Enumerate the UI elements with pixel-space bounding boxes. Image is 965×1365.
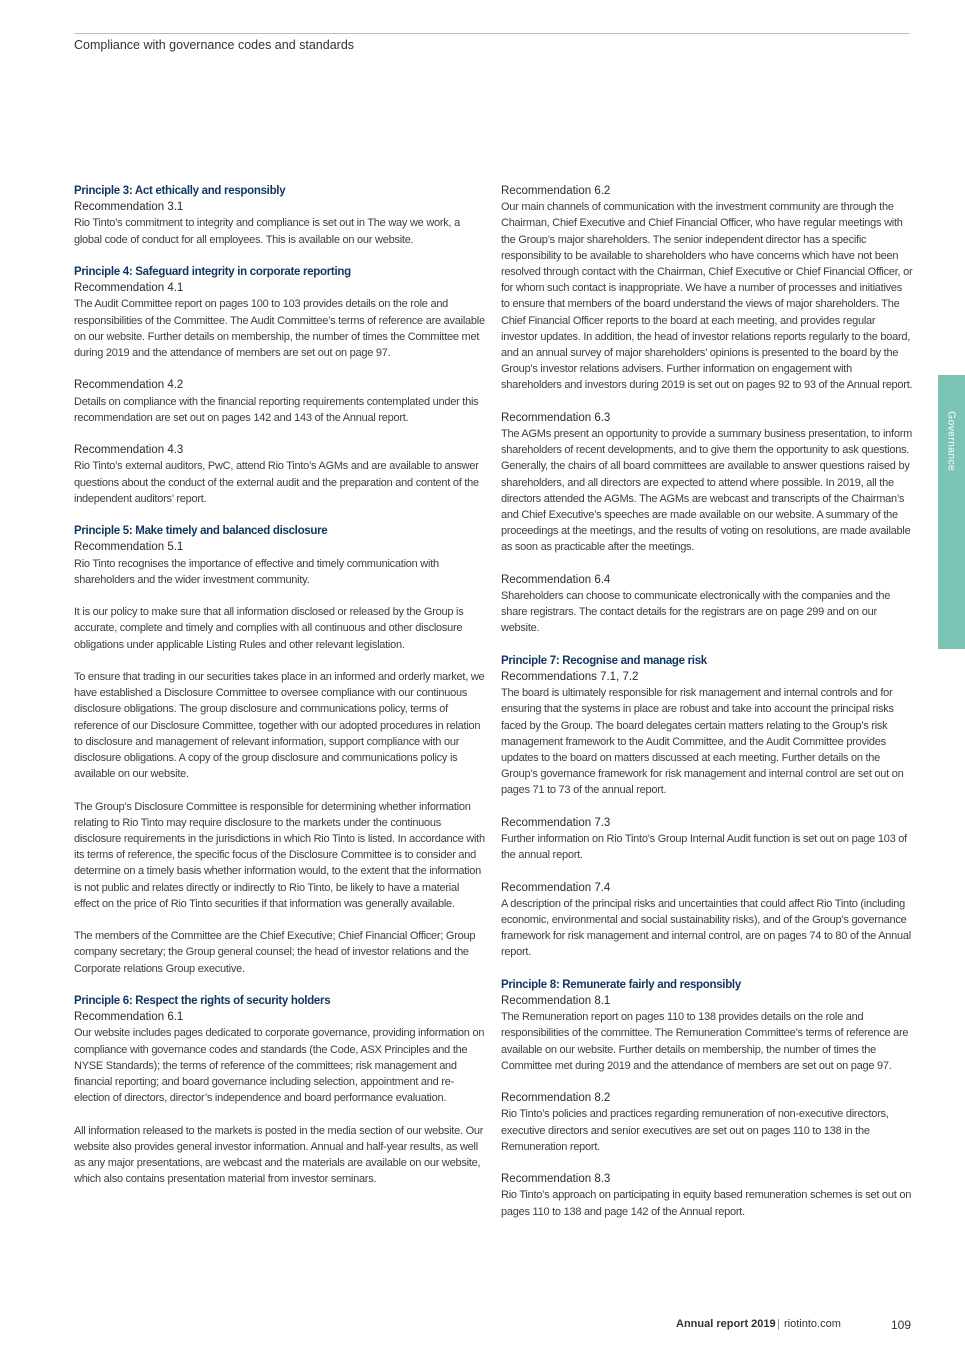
recommendation-label: Recommendation 7.4 xyxy=(501,881,611,894)
paragraph: The Remuneration report on pages 110 to 138 provides details on the role and responsibilities of the committee. The Remuneration Committee’s terms of reference are available on our website. Further details on membership, the number of times the Committee met during 2019 and the attendance of members are set out on page 97. xyxy=(501,1011,909,1072)
section-recommendation-6-4 xyxy=(501,572,913,637)
paragraph: Our main channels of communication with the investment community are through the Chairman, Chief Executive and Chief Financial Officer, who have regular meetings with the Group’s major shareholders. The senior independent director has a specific responsibility to be available to shareholders who have concerns which have not been resolved through contact with the Chairman, Chief Executive or Chief Financial Officer, or for whom such contact is inappropriate. We have a number of processes and initiatives to ensure that members of the board understand the views of major shareholders. The Chief Financial Officer reports to the board at each meeting, and provides regular investor updates. In addition, the head of investor relations reports regularly to the board, and an annual survey of major shareholders’ opinions is presented to the board by the Group’s investor relations advisers. Further information on engagement with shareholders and investors during 2019 is set out on pages 92 to 93 of the Annual report. xyxy=(501,201,913,392)
recommendation-label: Recommendation 3.1 xyxy=(74,201,184,214)
footer-report-title: Annual report 2019 xyxy=(676,1318,776,1330)
paragraph: The Audit Committee report on pages 100 to 103 provides details on the role and responsibilities of the Committee. The Audit Committee’s terms of reference are available on our website. Further details on membership, the number of times the Committee met during 2019 and the attendance of members are set out on page 97. xyxy=(74,298,485,360)
recommendation-label: Recommendation 6.1 xyxy=(74,1011,184,1024)
principle-heading: Principle 8: Remunerate fairly and responsibly xyxy=(501,978,741,991)
paragraph: The board is ultimately responsible for risk management and internal controls and for ensuring that the systems in place are robust and take into account the principal risks faced by the Group. The board delegates certain matters relating to the Group’s risk management framework to the Audit Committee, and the Audit Committee provides updates to the board on matters discussed at each meeting. Further details on the Group’s governance framework for risk management and internal control are set out on pages 71 to 73 of the annual report. xyxy=(501,687,904,797)
recommendation-label: Recommendation 6.2 xyxy=(501,185,611,197)
recommendation-label: Recommendation 7.3 xyxy=(501,816,611,829)
page-header-title: Compliance with governance codes and standards xyxy=(74,38,355,52)
section-recommendation-6-3 xyxy=(501,410,913,556)
section-recommendation-7-4 xyxy=(501,880,913,961)
section-tab-label: Governance xyxy=(945,411,958,472)
paragraph: Details on compliance with the financial reporting requirements contemplated under this recommendation are set out on pages 142 and 143 of the Annual report. xyxy=(74,395,479,424)
recommendation-label: Recommendations 7.1, 7.2 xyxy=(501,671,639,684)
paragraph: A description of the principal risks and uncertainties that could affect Rio Tinto (including economic, environmental and social sustainability risks), and of the Group’s governance framework for risk management and internal control, are on pages 74 to 80 of the Annual report. xyxy=(501,897,911,959)
recommendation-label: Recommendation 4.2 xyxy=(74,379,184,392)
section-recommendation-4-3 xyxy=(74,442,486,507)
paragraph: To ensure that trading in our securities takes place in an informed and orderly market, we have established a Disclosure Committee to oversee compliance with our continuous disclosure obligations. The group disclosure and communications policy, terms of reference of our Disclosure Committee, together with our adopted procedures in relation to disclosure and management of relevant information, support compliance with our disclosure obligations. A copy of the group disclosure and communications policy is available on our website. xyxy=(74,671,485,781)
paragraph: Shareholders can choose to communicate electronically with the companies and the share registrars. The contact details for the registrars are on page 299 and on our website. xyxy=(501,590,891,635)
section-principle-8 xyxy=(501,977,913,1074)
right-column xyxy=(501,183,913,1236)
section-recommendation-4-2 xyxy=(74,377,486,426)
recommendation-label: Recommendation 5.1 xyxy=(74,541,184,554)
paragraph: The AGMs present an opportunity to provide a summary business presentation, to inform shareholders of recent developments, and to give them the opportunity to ask questions. Generally, the chairs of all board committees are available to answer questions raised by shareholders, and all directors are expected to attend where possible. In 2019, all the directors attended the AGMs. The AGMs are webcast and transcripts of the Chairman’s and Chief Executive’s speeches are made available on our website. A summary of the proceedings at the meetings, and the results of voting on resolutions, are made available as soon as practicable after the meetings. xyxy=(501,428,913,554)
paragraph: Rio Tinto’s external auditors, PwC, attend Rio Tinto’s AGMs and are available to answer questions about the conduct of the external audit and the preparation and content of the independent auditors’ report. xyxy=(74,460,479,505)
section-principle-7 xyxy=(501,653,913,799)
principle-heading: Principle 4: Safeguard integrity in corporate reporting xyxy=(74,266,351,278)
principle-heading: Principle 5: Make timely and balanced disclosure xyxy=(74,525,328,538)
paragraph: The members of the Committee are the Chief Executive; Chief Financial Officer; Group company secretary; the Group general counsel; the head of investor relations and the Corporate relations Group executive. xyxy=(74,930,476,975)
section-principle-5 xyxy=(74,523,486,977)
recommendation-label: Recommendation 8.3 xyxy=(501,1173,611,1186)
recommendation-label: Recommendation 6.3 xyxy=(501,411,611,424)
left-column xyxy=(74,183,486,1204)
governance-section-tab[interactable] xyxy=(938,375,965,649)
paragraph: Rio Tinto recognises the importance of effective and timely communication with shareholders and the wider investment community. xyxy=(74,557,439,586)
section-recommendation-8-3 xyxy=(501,1171,913,1220)
recommendation-label: Recommendation 4.1 xyxy=(74,282,184,295)
paragraph: Our website includes pages dedicated to corporate governance, providing information on compliance with governance codes and standards (the Code, ASX Principles and the NYSE Standards); the terms of reference of the committees; risk management and financial reporting; and board governance including selection, appointment and re-election of directors, director’s independence and board performance evaluation. xyxy=(74,1027,485,1105)
footer-website-link[interactable]: riotinto.com xyxy=(784,1318,841,1330)
recommendation-label: Recommendation 8.1 xyxy=(501,995,611,1008)
recommendation-label: Recommendation 4.3 xyxy=(74,444,184,457)
section-recommendation-6-2 xyxy=(501,183,913,394)
recommendation-label: Recommendation 6.4 xyxy=(501,573,611,586)
paragraph: Rio Tinto’s approach on participating in equity based remuneration schemes is set out on pages 110 to 138 and page 142 of the Annual report. xyxy=(501,1189,912,1218)
paragraph: The Group’s Disclosure Committee is responsible for determining whether information relating to Rio Tinto may require disclosure to the markets under the continuous disclosure requirements in the jurisdictions in which Rio Tinto is listed. In accordance with its terms of reference, the specific focus of the Disclosure Committee is to consider and determine on a timely basis whether information would, to the extent that the information is not public and relates directly or indirectly to Rio Tinto, be likely to have a material effect on the price of Rio Tinto securities if that information was generally available. xyxy=(74,800,485,910)
paragraph: It is our policy to make sure that all information disclosed or released by the Group is accurate, complete and timely and complies with all continuous and other disclosure obligations under applicable Listing Rules and other relevant legislation. xyxy=(74,606,464,651)
paragraph: Further information on Rio Tinto’s Group Internal Audit function is set out on page 103 of the annual report. xyxy=(501,833,907,862)
header-rule xyxy=(74,33,910,34)
section-recommendation-7-3 xyxy=(501,815,913,864)
paragraph: Rio Tinto’s policies and practices regarding remuneration of non-executive directors, executive directors and senior executives are set out on pages 110 to 138 in the Remuneration report. xyxy=(501,1108,889,1153)
section-principle-4 xyxy=(74,264,486,361)
recommendation-label: Recommendation 8.2 xyxy=(501,1092,611,1105)
page-number: 109 xyxy=(891,1318,912,1332)
paragraph: All information released to the markets is posted in the media section of our website. Our website also provides general investor information. Annual and half-year results, as well as any major presentations, are webcast and the materials are available on our website, which also contains presentation material from investor seminars. xyxy=(74,1124,484,1186)
principle-heading: Principle 3: Act ethically and responsibly xyxy=(74,185,286,197)
footer-separator: | xyxy=(777,1318,780,1330)
principle-heading: Principle 6: Respect the rights of security holders xyxy=(74,995,331,1008)
section-principle-6 xyxy=(74,993,486,1187)
section-principle-3 xyxy=(74,183,486,248)
paragraph: Rio Tinto’s commitment to integrity and compliance is set out in The way we work, a global code of conduct for all employees. This is available on our website. xyxy=(74,217,461,246)
section-recommendation-8-2 xyxy=(501,1090,913,1155)
principle-heading: Principle 7: Recognise and manage risk xyxy=(501,654,707,667)
